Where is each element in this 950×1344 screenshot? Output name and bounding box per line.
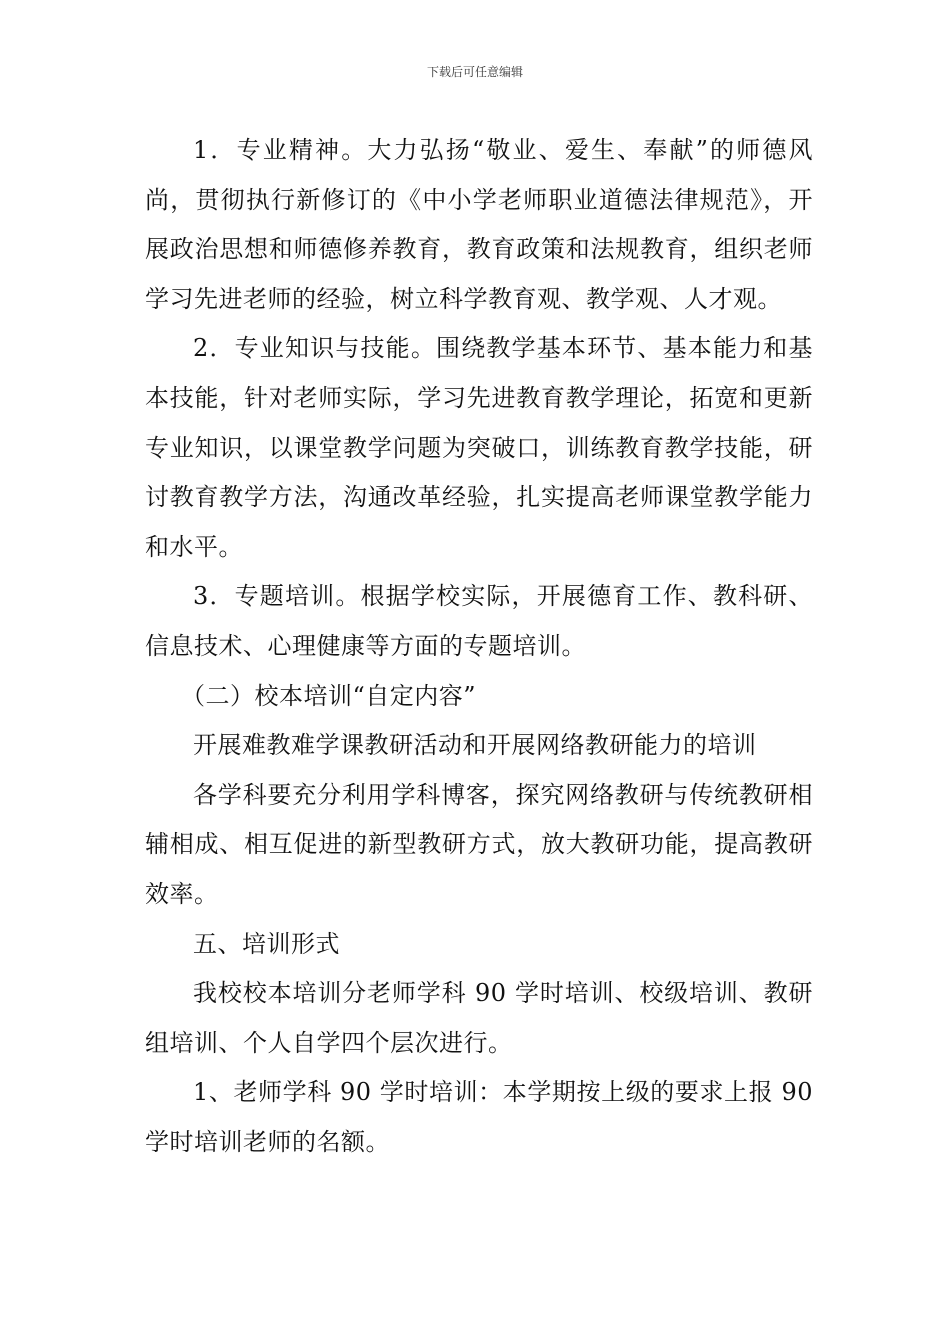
document-body bbox=[145, 126, 813, 1167]
paragraph-90-hour-training: 1、老师学科 90 学时培训：本学期按上级的要求上报 90 学时培训老师的名额。 bbox=[145, 1078, 813, 1156]
section-heading-custom-content: （二）校本培训“自定内容” bbox=[181, 681, 477, 710]
paragraph-professional-spirit: 1．专业精神。大力弘扬“敬业、爱生、奉献”的师德风尚，贯彻执行新修订的《中小学老师职业道德法律规范》，开展政治思想和师德修养教育，教育政策和法规教育，组织老师学习先进老师的经验，树立科学教育观、教学观、人才观。 bbox=[145, 136, 813, 313]
paragraph-online-research-training: 开展难教难学课教研活动和开展网络教研能力的培训 bbox=[193, 731, 757, 760]
paragraph-subject-blogs: 各学科要充分利用学科博客，探究网络教研与传统教研相辅相成、相互促进的新型教研方式，放大教研功能，提高教研效率。 bbox=[145, 780, 813, 908]
page-header-note: 下载后可任意编辑 bbox=[426, 65, 523, 79]
paragraph-special-training: 3．专题培训。根据学校实际，开展德育工作、教科研、信息技术、心理健康等方面的专题培训。 bbox=[145, 582, 813, 660]
paragraph-training-levels: 我校校本培训分老师学科 90 学时培训、校级培训、教研组培训、个人自学四个层次进行。 bbox=[145, 979, 813, 1057]
section-heading-training-forms: 五、培训形式 bbox=[193, 929, 340, 958]
paragraph-professional-knowledge: 2．专业知识与技能。围绕教学基本环节、基本能力和基本技能，针对老师实际，学习先进教育教学理论，拓宽和更新专业知识，以课堂教学问题为突破口，训练教育教学技能，研讨教育教学方法，沟通改革经验，扎实提高老师课堂教学能力和水平。 bbox=[145, 334, 813, 561]
